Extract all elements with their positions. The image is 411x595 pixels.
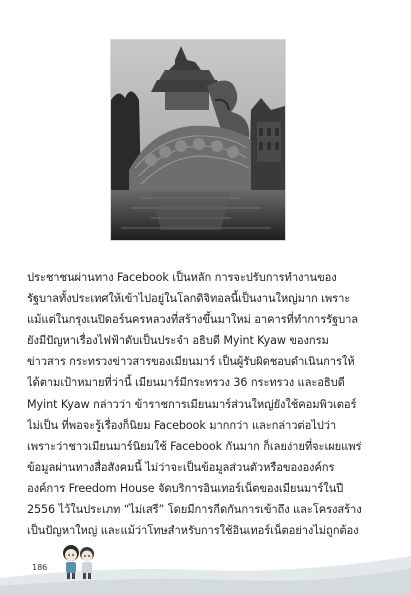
barge-photo-image — [111, 40, 285, 240]
body-line: Myint Kyaw กล่าวว่า ข้าราชการเมียนมาร์ส่วนใหญ่ยังใช้คอมพิวเตอร์ — [27, 397, 357, 411]
two-kids-mascot-icon — [58, 540, 100, 582]
body-line: องค์การ Freedom House จัดบริการอินเทอร์เน็ตของเมียนมาร์ในปี — [27, 481, 344, 495]
body-line: 2556 ไว้ในประเภท “ไม่เสรี” โดยมีการกีดกันการเข้าถึง และโครงสร้าง — [27, 503, 362, 517]
body-line: ข้อมูลผ่านทางสื่อสังคมนี้ ไม่ว่าจะเป็นข้อมูลส่วนตัวหรือขององค์กร — [27, 460, 335, 474]
body-line: ประชาชนผ่านทาง Facebook เป็นหลัก การจะปรับการทำงานของ — [27, 271, 337, 284]
body-line: ยังมีปัญหาเรื่องไฟฟ้าดับเป็นประจำ อธิบดี Myint Kyaw ของกรม — [27, 334, 329, 348]
body-line: แม้แต่ในกรุงเนปิดอร์นครหลวงที่สร้างขึ้นมาใหม่ อาคารที่ทำการรัฐบาล — [27, 313, 359, 327]
body-line: ไม่เป็น ที่พอจะรู้เรื่องก็นิยม Facebook มากกว่า และกล่าวต่อไปว่า — [27, 418, 337, 432]
body-line: ข่าวสาร กระทรวงข่าวสารของเมียนมาร์ เป็นผู้รับผิดชอบดำเนินการให้ — [27, 355, 355, 369]
barge-photo — [111, 40, 285, 240]
body-line: เพราะว่าชาวเมียนมาร์นิยมใช้ Facebook กันมาก ก็เลยง่ายที่จะเผยแพร่ — [27, 439, 362, 453]
body-line: เป็นปัญหาใหญ่ และแม้ว่าโทษสำหรับการใช้อินเทอร์เน็ตอย่างไม่ถูกต้อง — [27, 524, 359, 538]
body-line: รัฐบาลทั้งประเทศให้เข้าไปอยู่ในโลกดิจิทอลนี้เป็นงานใหญ่มาก เพราะ — [27, 292, 351, 306]
page-number: 186 — [32, 563, 48, 572]
body-line: ได้ตามเป้าหมายที่ว่านี้ เมียนมาร์มีกระทรวง 36 กระทรวง และอธิบดี — [27, 376, 345, 390]
body-text — [27, 267, 387, 541]
